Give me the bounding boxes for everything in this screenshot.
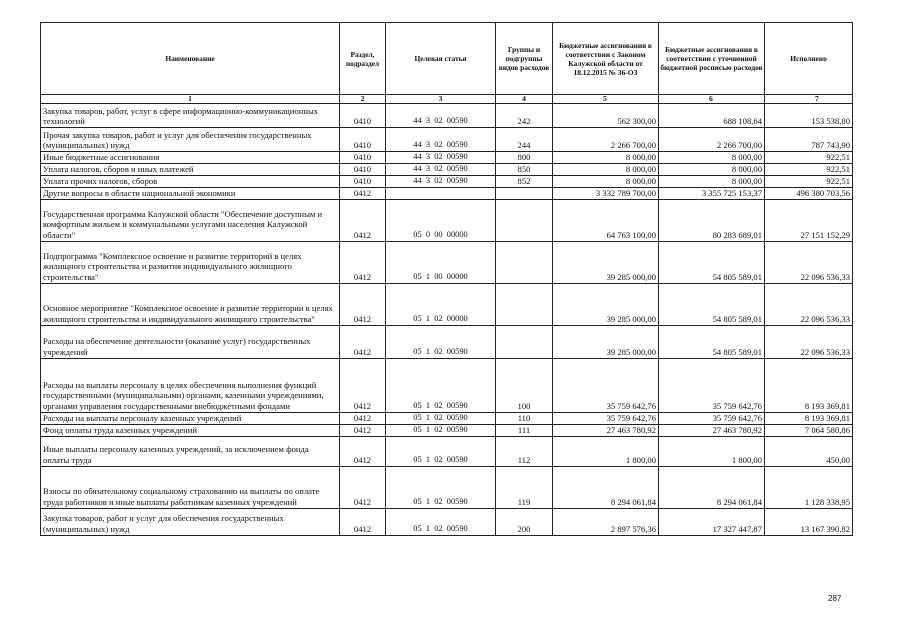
- cell-section: 0412: [340, 466, 386, 508]
- cell-section: 0410: [340, 152, 386, 164]
- cell-refined: 8 000,00: [659, 152, 765, 164]
- cell-section: 0412: [340, 241, 386, 283]
- column-number-row: [41, 95, 853, 104]
- cell-name: Иные бюджетные ассигнования: [41, 152, 340, 164]
- table-row: [41, 104, 853, 128]
- table-row: [41, 358, 853, 412]
- cell-executed: 787 743,90: [765, 128, 853, 152]
- table-header: [41, 23, 853, 95]
- table-row: [41, 241, 853, 283]
- cell-article: 44 3 02 00590: [386, 128, 496, 152]
- cell-group: 244: [496, 128, 553, 152]
- cell-law: 39 285 000,00: [553, 241, 659, 283]
- cell-section: 0412: [340, 188, 386, 200]
- cell-group: [496, 325, 553, 358]
- cell-executed: 450,00: [765, 436, 853, 466]
- header-name: Наименование: [41, 23, 340, 95]
- cell-section: 0412: [340, 412, 386, 424]
- cell-group: 112: [496, 436, 553, 466]
- cell-section: 0412: [340, 436, 386, 466]
- cell-article: 44 3 02 00590: [386, 104, 496, 128]
- cell-article: 05 1 02 00000: [386, 283, 496, 325]
- cell-name: Взносы по обязательному социальному страхованию на выплаты по оплате труда работников и иные выплаты работникам казенных учреждений: [41, 466, 340, 508]
- header-groups: Группы и подгруппы видов расходов: [496, 23, 553, 95]
- cell-name: Расходы на обеспечение деятельности (оказание услуг) государственных учреждений: [41, 325, 340, 358]
- header-article: Целевая статья: [386, 23, 496, 95]
- cell-law: 562 300,00: [553, 104, 659, 128]
- cell-executed: 7 064 580,86: [765, 424, 853, 436]
- cell-executed: 922,51: [765, 152, 853, 164]
- column-number: 4: [496, 95, 553, 104]
- cell-group: [496, 188, 553, 200]
- cell-article: [386, 188, 496, 200]
- table-row: [41, 412, 853, 424]
- header-law: Бюджетные ассигнования в соответствии с Законом Калужской области от 18.12.2015 № 36-ОЗ: [553, 23, 659, 95]
- cell-law: 39 285 000,00: [553, 325, 659, 358]
- column-number: 1: [41, 95, 340, 104]
- cell-name: Основное мероприятие "Комплексное освоение и развитие территории в целях жилищного строительства и индивидуального жилищного строительства": [41, 283, 340, 325]
- cell-name: Закупка товаров, работ, услуг в сфере информационно-коммуникационных технологий: [41, 104, 340, 128]
- cell-executed: 22 096 536,33: [765, 283, 853, 325]
- column-number: 7: [765, 95, 853, 104]
- budget-table-page: [40, 22, 852, 536]
- cell-name: Иные выплаты персоналу казенных учреждений, за исключением фонда оплаты труда: [41, 436, 340, 466]
- cell-law: 8 000,00: [553, 164, 659, 176]
- cell-article: 05 1 02 00590: [386, 436, 496, 466]
- column-number: 6: [659, 95, 765, 104]
- cell-group: 200: [496, 508, 553, 535]
- cell-section: 0412: [340, 358, 386, 412]
- cell-section: 0410: [340, 164, 386, 176]
- cell-group: [496, 241, 553, 283]
- cell-executed: 922,51: [765, 164, 853, 176]
- cell-executed: 8 193 369,81: [765, 412, 853, 424]
- cell-group: 242: [496, 104, 553, 128]
- cell-law: 3 332 789 700,00: [553, 188, 659, 200]
- cell-name: Уплата прочих налогов, сборов: [41, 176, 340, 188]
- table-row: [41, 188, 853, 200]
- cell-executed: 8 193 369,81: [765, 358, 853, 412]
- cell-article: 05 1 02 00590: [386, 508, 496, 535]
- cell-article: 44 3 02 00590: [386, 164, 496, 176]
- cell-refined: 35 759 642,76: [659, 358, 765, 412]
- cell-section: 0412: [340, 199, 386, 241]
- table-row: [41, 199, 853, 241]
- cell-refined: 17 327 447,87: [659, 508, 765, 535]
- column-number: 2: [340, 95, 386, 104]
- cell-article: 05 0 00 00000: [386, 199, 496, 241]
- cell-refined: 54 805 589,01: [659, 241, 765, 283]
- table-body: [41, 95, 853, 536]
- cell-group: 110: [496, 412, 553, 424]
- cell-name: Прочая закупка товаров, работ и услуг для обеспечения государственных (муниципальных) нужд: [41, 128, 340, 152]
- table-row: [41, 283, 853, 325]
- cell-refined: 54 805 589,01: [659, 325, 765, 358]
- cell-refined: 3 355 725 153,37: [659, 188, 765, 200]
- header-section: Раздел, подраздел: [340, 23, 386, 95]
- cell-group: 850: [496, 164, 553, 176]
- table-row: [41, 325, 853, 358]
- cell-executed: 153 538,80: [765, 104, 853, 128]
- cell-group: [496, 283, 553, 325]
- cell-refined: 27 463 780,92: [659, 424, 765, 436]
- table-row: [41, 436, 853, 466]
- cell-refined: 8 294 061,84: [659, 466, 765, 508]
- cell-section: 0410: [340, 104, 386, 128]
- cell-refined: 688 108,64: [659, 104, 765, 128]
- cell-law: 8 000,00: [553, 176, 659, 188]
- cell-refined: 8 000,00: [659, 164, 765, 176]
- cell-executed: 22 096 536,33: [765, 325, 853, 358]
- cell-group: 852: [496, 176, 553, 188]
- cell-law: 8 294 061,84: [553, 466, 659, 508]
- cell-executed: 22 096 536,33: [765, 241, 853, 283]
- cell-article: 05 1 02 00590: [386, 466, 496, 508]
- cell-article: 05 1 02 00590: [386, 358, 496, 412]
- table-row: [41, 164, 853, 176]
- cell-article: 44 3 02 00590: [386, 152, 496, 164]
- cell-group: 111: [496, 424, 553, 436]
- cell-section: 0412: [340, 508, 386, 535]
- cell-executed: 1 128 338,95: [765, 466, 853, 508]
- cell-section: 0410: [340, 176, 386, 188]
- cell-group: 119: [496, 466, 553, 508]
- cell-article: 44 3 02 00590: [386, 176, 496, 188]
- table-row: [41, 176, 853, 188]
- cell-article: 05 1 00 00000: [386, 241, 496, 283]
- column-number: 3: [386, 95, 496, 104]
- budget-table: [40, 22, 853, 536]
- table-row: [41, 128, 853, 152]
- cell-name: Расходы на выплаты персоналу казенных учреждений: [41, 412, 340, 424]
- cell-name: Подпрограмма "Комплексное освоение и развитие территорий в целях жилищного строительства и развития индивидуального жилищного строительства": [41, 241, 340, 283]
- cell-law: 2 897 576,36: [553, 508, 659, 535]
- cell-name: Расходы на выплаты персоналу в целях обеспечения выполнения функций государственными (муниципальными) органами, казенными учреждениями, органами управления государственными внебюджетными фондами: [41, 358, 340, 412]
- cell-section: 0412: [340, 325, 386, 358]
- cell-refined: 1 800,00: [659, 436, 765, 466]
- cell-law: 2 266 700,00: [553, 128, 659, 152]
- table-row: [41, 424, 853, 436]
- cell-name: Государственная программа Калужской области "Обеспечение доступным и комфортным жильем и коммунальными услугами населения Калужской области": [41, 199, 340, 241]
- cell-name: Уплата налогов, сборов и иных платежей: [41, 164, 340, 176]
- cell-law: 8 000,00: [553, 152, 659, 164]
- column-number: 5: [553, 95, 659, 104]
- cell-refined: 54 805 589,01: [659, 283, 765, 325]
- cell-law: 27 463 780,92: [553, 424, 659, 436]
- header-executed: Исполнено: [765, 23, 853, 95]
- cell-refined: 8 000,00: [659, 176, 765, 188]
- cell-section: 0410: [340, 128, 386, 152]
- cell-law: 1 800,00: [553, 436, 659, 466]
- cell-law: 35 759 642,76: [553, 358, 659, 412]
- cell-law: 39 285 000,00: [553, 283, 659, 325]
- page-number: 287: [828, 594, 842, 603]
- cell-executed: 496 380 703,56: [765, 188, 853, 200]
- cell-group: 100: [496, 358, 553, 412]
- cell-law: 35 759 642,76: [553, 412, 659, 424]
- cell-executed: 27 151 152,29: [765, 199, 853, 241]
- cell-group: 800: [496, 152, 553, 164]
- cell-refined: 2 266 700,00: [659, 128, 765, 152]
- cell-article: 05 1 02 00590: [386, 412, 496, 424]
- cell-executed: 922,51: [765, 176, 853, 188]
- cell-executed: 13 167 390,82: [765, 508, 853, 535]
- header-refined: Бюджетные ассигнования в соответствии с уточненной бюджетной росписью расходов: [659, 23, 765, 95]
- cell-name: Другие вопросы в области национальной экономики: [41, 188, 340, 200]
- cell-article: 05 1 02 00590: [386, 424, 496, 436]
- cell-article: 05 1 02 00590: [386, 325, 496, 358]
- table-row: [41, 152, 853, 164]
- cell-refined: 80 283 689,01: [659, 199, 765, 241]
- cell-refined: 35 759 642,76: [659, 412, 765, 424]
- cell-section: 0412: [340, 424, 386, 436]
- cell-name: Закупка товаров, работ и услуг для обеспечения государственных (муниципальных) нужд: [41, 508, 340, 535]
- cell-group: [496, 199, 553, 241]
- cell-law: 64 763 100,00: [553, 199, 659, 241]
- table-row: [41, 466, 853, 508]
- cell-section: 0412: [340, 283, 386, 325]
- table-row: [41, 508, 853, 535]
- cell-name: Фонд оплаты труда казенных учреждений: [41, 424, 340, 436]
